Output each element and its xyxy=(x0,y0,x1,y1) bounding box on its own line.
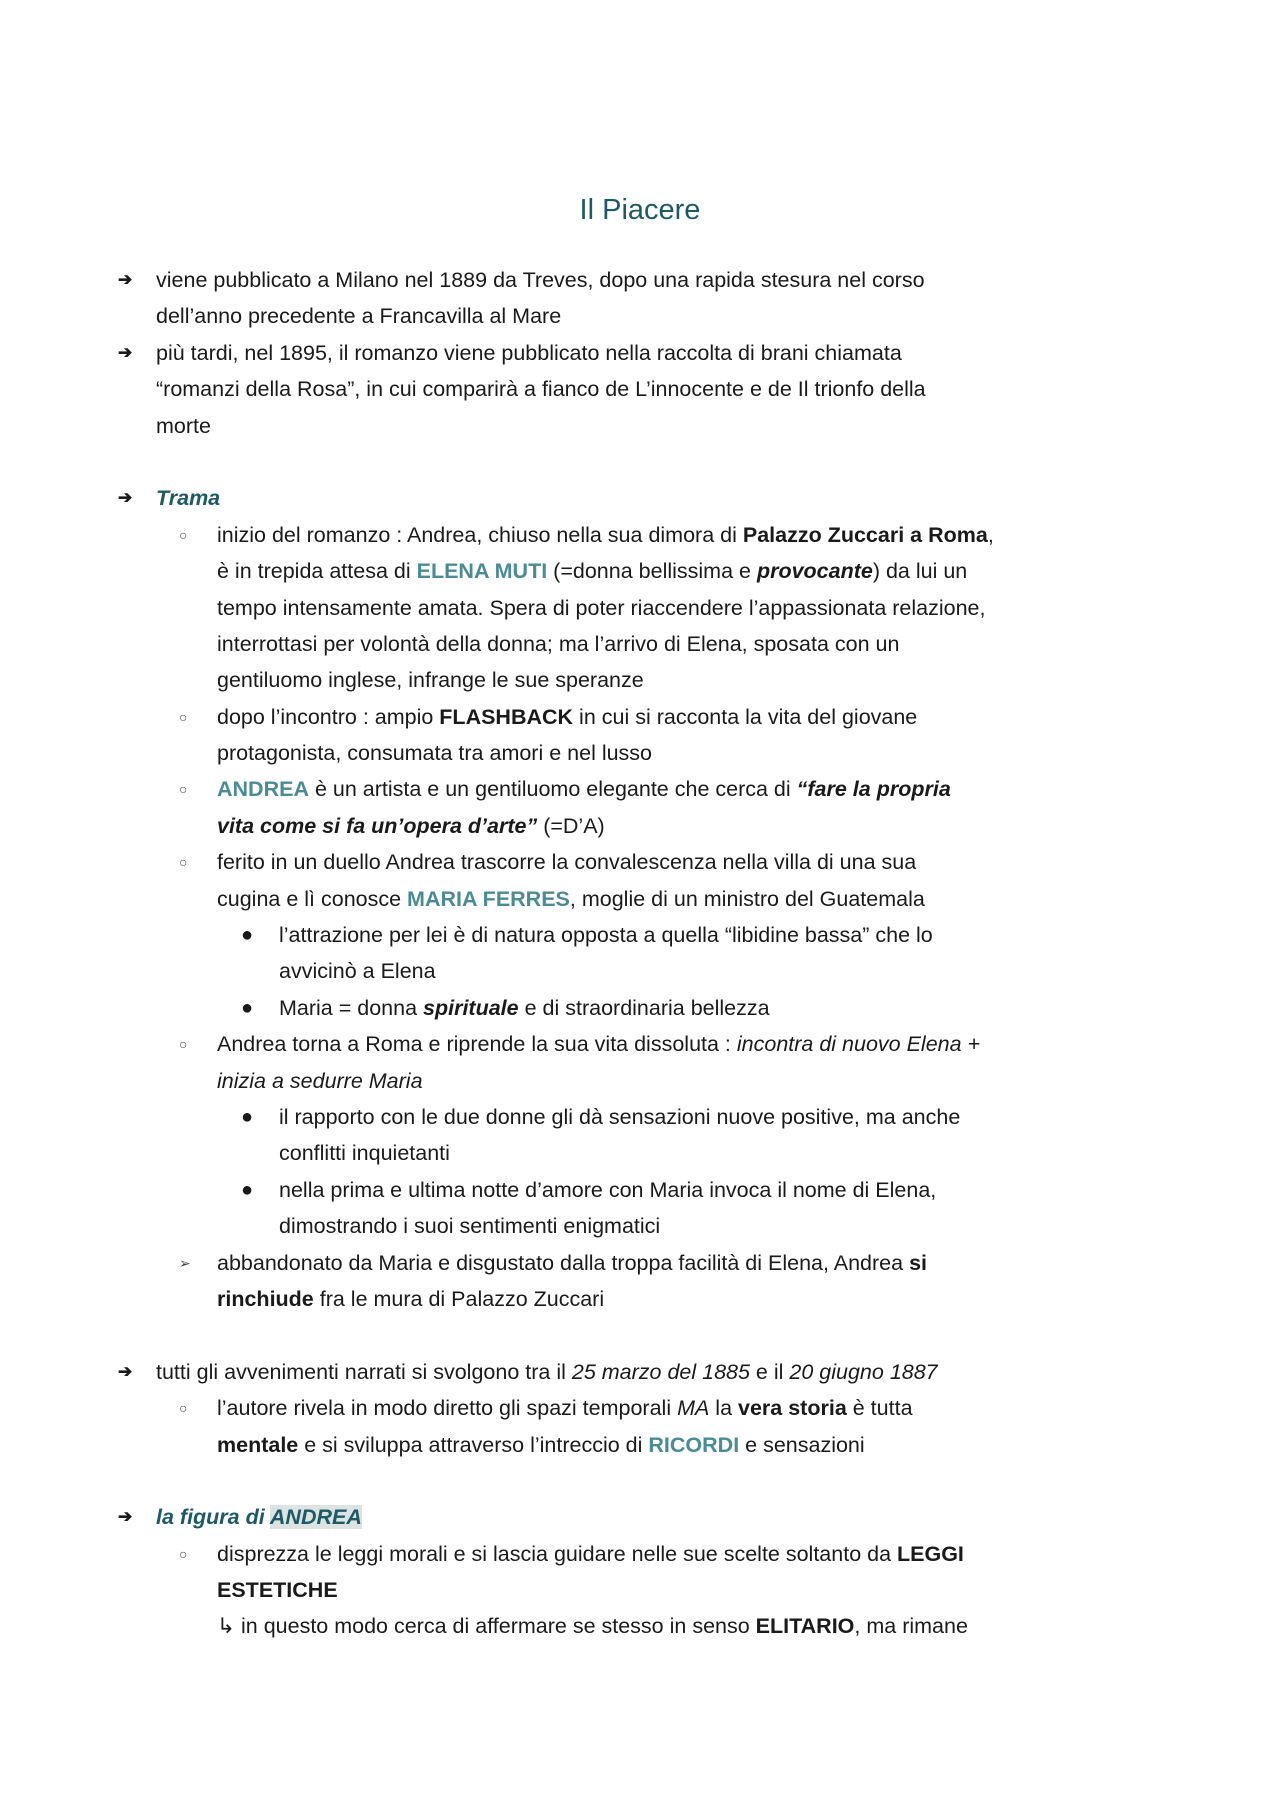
text-line xyxy=(0,844,1280,880)
text-run: protagonista, consumata tra amori e nel lusso xyxy=(217,741,653,766)
text-line xyxy=(0,1499,1280,1535)
circle-bullet-icon: ○ xyxy=(179,854,188,871)
text-line xyxy=(0,371,1280,407)
text-run: 25 marzo del 1885 xyxy=(571,1359,750,1384)
list-item xyxy=(0,699,1280,772)
text-run: abbandonato da Maria e disgustato dalla troppa facilità di Elena, Andrea xyxy=(217,1250,910,1275)
list-item xyxy=(0,517,1280,699)
dot-bullet-icon: ● xyxy=(241,1105,254,1128)
text-run: la figura di xyxy=(156,1505,270,1530)
text-run: l’attrazione per lei è di natura opposta a quella “libidine bassa” che lo xyxy=(279,923,933,948)
text-run: Trama xyxy=(156,486,221,511)
text-run: ESTETICHE xyxy=(217,1578,338,1603)
text-run: , moglie di un ministro del Guatemala xyxy=(569,886,925,911)
text-line xyxy=(0,1135,1280,1171)
text-run: incontra di nuovo Elena + xyxy=(736,1032,981,1057)
list-item xyxy=(0,844,1280,917)
text-run: ELENA MUTI xyxy=(416,559,548,584)
text-line xyxy=(0,917,1280,953)
text-run: nella prima e ultima notte d’amore con Maria invoca il nome di Elena, xyxy=(279,1177,937,1202)
text-run: il rapporto con le due donne gli dà sensazioni nuove positive, ma anche xyxy=(279,1104,961,1129)
arrow-bullet-icon: ➔ xyxy=(118,1507,133,1527)
text-run: più tardi, nel 1895, il romanzo viene pubblicato nella raccolta di brani chiamata xyxy=(156,340,902,365)
circle-bullet-icon: ○ xyxy=(179,781,188,798)
text-line xyxy=(0,1026,1280,1062)
list-item xyxy=(0,917,1280,990)
list-item xyxy=(0,1499,1280,1535)
text-run: (=D’A) xyxy=(537,813,605,838)
text-run: mentale xyxy=(217,1432,299,1457)
blank-line xyxy=(0,444,1280,480)
text-line xyxy=(0,408,1280,444)
list-item xyxy=(0,262,1280,335)
text-run: rinchiude xyxy=(217,1286,314,1311)
text-run: in cui si racconta la vita del giovane xyxy=(573,704,918,729)
text-line xyxy=(0,735,1280,771)
text-run: , ma rimane xyxy=(854,1614,968,1639)
text-run: conflitti inquietanti xyxy=(279,1141,450,1166)
text-line xyxy=(0,1572,1280,1608)
text-run: e sensazioni xyxy=(739,1432,865,1457)
text-run: (=donna bellissima e xyxy=(547,559,757,584)
text-line xyxy=(0,808,1280,844)
text-run: MA xyxy=(677,1396,710,1421)
text-run: ferito in un duello Andrea trascorre la convalescenza nella villa di una sua xyxy=(217,850,917,875)
text-run: è in trepida attesa di xyxy=(217,559,417,584)
text-run: tutti gli avvenimenti narrati si svolgono tra il xyxy=(156,1359,572,1384)
text-run: l’autore rivela in modo diretto gli spazi temporali xyxy=(217,1396,678,1421)
list-item xyxy=(0,1354,1280,1390)
text-run: LEGGI xyxy=(897,1541,964,1566)
text-run: inizio del romanzo : Andrea, chiuso nella sua dimora di xyxy=(217,522,743,547)
text-run: ANDREA xyxy=(269,1505,362,1530)
text-run: “romanzi della Rosa”, in cui comparirà a fianco de L’innocente e de Il trionfo della xyxy=(156,377,926,402)
text-run: Maria = donna xyxy=(279,995,424,1020)
text-line xyxy=(0,1427,1280,1463)
dot-bullet-icon: ● xyxy=(241,996,254,1019)
text-line xyxy=(0,262,1280,298)
text-line xyxy=(0,699,1280,735)
text-line xyxy=(0,626,1280,662)
list-item xyxy=(0,1245,1280,1318)
circle-bullet-icon: ○ xyxy=(179,1036,188,1053)
list-item xyxy=(0,1026,1280,1099)
text-run: vera storia xyxy=(738,1396,847,1421)
text-run: viene pubblicato a Milano nel 1889 da Treves, dopo una rapida stesura nel corso xyxy=(156,268,925,292)
text-run: 20 giugno 1887 xyxy=(789,1359,938,1384)
text-run: RICORDI xyxy=(648,1432,740,1457)
arrow-bullet-icon: ➔ xyxy=(118,488,133,508)
text-run: provocante xyxy=(756,559,873,584)
text-line xyxy=(0,1208,1280,1244)
arrow-bullet-icon: ➔ xyxy=(118,342,133,362)
dot-bullet-icon: ● xyxy=(241,1178,254,1201)
text-line xyxy=(0,662,1280,698)
text-line xyxy=(0,1063,1280,1099)
list-item xyxy=(0,990,1280,1026)
text-run: interrottasi per volontà della donna; ma l’arrivo di Elena, sposata con un xyxy=(217,631,900,656)
text-run: ) da lui un xyxy=(872,559,968,584)
text-run: è tutta xyxy=(846,1396,913,1421)
text-run: dimostrando i suoi sentimenti enigmatici xyxy=(279,1214,661,1239)
arrow-bullet-icon: ➔ xyxy=(118,270,133,289)
text-run: cugina e lì conosce xyxy=(217,886,408,911)
list-item xyxy=(0,1099,1280,1172)
circle-bullet-icon: ○ xyxy=(179,708,188,725)
text-line xyxy=(0,1608,1280,1644)
text-run: la xyxy=(709,1396,739,1421)
text-run: disprezza le leggi morali e si lascia guidare nelle sue scelte soltanto da xyxy=(217,1541,898,1566)
text-run: vita come si fa un’opera d’arte” xyxy=(217,813,538,838)
circle-bullet-icon: ○ xyxy=(179,526,188,543)
text-run: e di straordinaria bellezza xyxy=(518,995,770,1020)
text-line xyxy=(0,480,1280,516)
text-line xyxy=(0,1099,1280,1135)
list-item xyxy=(0,335,1280,444)
text-run: , xyxy=(987,522,994,547)
list-item xyxy=(0,480,1280,516)
text-run: ELITARIO xyxy=(755,1614,855,1639)
list-item xyxy=(0,771,1280,844)
text-line xyxy=(0,553,1280,589)
text-line xyxy=(0,590,1280,626)
page-title: Il Piacere xyxy=(579,194,701,226)
circle-bullet-icon: ○ xyxy=(179,1545,188,1562)
text-run: è un artista e un gentiluomo elegante che cerca di xyxy=(308,777,797,802)
dot-bullet-icon: ● xyxy=(241,924,254,947)
text-run: avvicinò a Elena xyxy=(279,959,436,984)
blank-line xyxy=(0,1463,1280,1499)
text-run: Andrea torna a Roma e riprende la sua vita dissoluta : xyxy=(217,1032,737,1057)
text-line xyxy=(0,1281,1280,1317)
document-body xyxy=(0,262,1280,1645)
text-run: dell’anno precedente a Francavilla al Mare xyxy=(156,304,562,329)
text-run: ↳ in questo modo cerca di affermare se stesso in senso xyxy=(217,1614,756,1639)
text-run: tempo intensamente amata. Spera di poter riaccendere l’appassionata relazione, xyxy=(217,595,986,620)
text-line xyxy=(0,335,1280,371)
text-line xyxy=(0,990,1280,1026)
list-item xyxy=(0,1536,1280,1645)
blank-line xyxy=(0,1317,1280,1353)
text-run: Palazzo Zuccari a Roma xyxy=(742,522,988,547)
text-line xyxy=(0,298,1280,334)
text-line xyxy=(0,953,1280,989)
text-line xyxy=(0,1172,1280,1208)
text-line xyxy=(0,1245,1280,1281)
text-line xyxy=(0,771,1280,807)
text-line xyxy=(0,1354,1280,1390)
text-run: morte xyxy=(156,413,211,438)
circle-bullet-icon: ○ xyxy=(179,1400,188,1417)
text-line xyxy=(0,1390,1280,1426)
arrow-bullet-icon: ➔ xyxy=(118,1361,133,1381)
text-run: ANDREA xyxy=(217,777,309,802)
text-run: inizia a sedurre Maria xyxy=(217,1068,423,1093)
text-run: gentiluomo inglese, infrange le sue speranze xyxy=(217,668,644,693)
text-line xyxy=(0,881,1280,917)
text-run: e si sviluppa attraverso l’intreccio di xyxy=(298,1432,649,1457)
text-run: e il xyxy=(749,1359,790,1384)
text-run: MARIA FERRES xyxy=(407,886,570,911)
text-run: spirituale xyxy=(423,995,519,1020)
triangle-bullet-icon: ➢ xyxy=(179,1254,191,1271)
text-run: dopo l’incontro : ampio xyxy=(217,704,440,729)
text-run: fra le mura di Palazzo Zuccari xyxy=(313,1286,605,1311)
text-run: si xyxy=(909,1250,928,1275)
text-line xyxy=(0,1536,1280,1572)
list-item xyxy=(0,1390,1280,1463)
text-run: “fare la propria xyxy=(796,777,951,802)
list-item xyxy=(0,1172,1280,1245)
text-run: FLASHBACK xyxy=(439,704,574,729)
text-line xyxy=(0,517,1280,553)
